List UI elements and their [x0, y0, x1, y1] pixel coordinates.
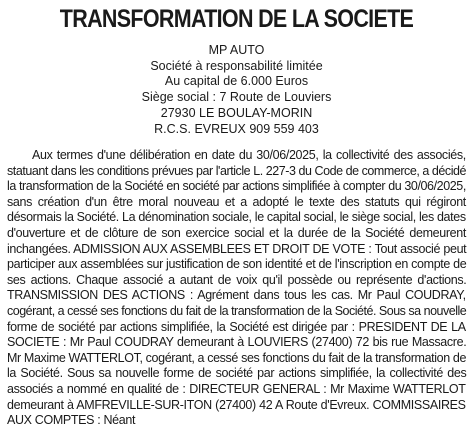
notice-title: TRANSFORMATION DE LA SOCIETE	[59, 5, 414, 33]
body-line: la transformation de la Société en société par actions simplifiée à compter du 30/06/2025,	[7, 179, 466, 194]
company-header	[0, 43, 473, 137]
company-address: Siège social : 7 Route de Louviers	[141, 90, 332, 105]
body-line: participer aux assemblées sur justification de son identité et de l'inscription en compte de	[7, 257, 467, 272]
body-line: sans création d'un être moral nouveau et a adopté le texte des statuts qui régiront	[7, 194, 466, 209]
company-legal-form: Société à responsabilité limitée	[150, 58, 323, 73]
body-line: AUX COMPTES : Néant	[7, 413, 136, 428]
company-city: 27930 LE BOULAY-MORIN	[160, 105, 313, 120]
body-line: associés a nommé en qualité de : DIRECTEUR GENERAL : Mr Maxime WATTERLOT	[7, 381, 466, 396]
body-line: désormais la Société. La dénomination sociale, le capital social, le siège social, les dates	[7, 210, 466, 225]
body-line: Mr Maxime WATTERLOT, cogérant, a cessé ses fonctions du fait de la transformation de	[7, 350, 467, 365]
body-line: TRANSMISSION DES ACTIONS : Agrément dans tous les cas. Mr Paul COUDRAY,	[7, 288, 466, 303]
notice-body	[7, 148, 466, 429]
body-line: ses actions. Chaque associé a autant de voix qu'il possède ou représente d'actions.	[7, 272, 467, 287]
body-line: forme de société par actions simplifiée, la Société est dirigée par : PRESIDENT DE LA	[7, 319, 466, 334]
body-line: demeurant à AMFREVILLE-SUR-ITON (27400) 42 A Route d'Evreux. COMMISSAIRES	[7, 397, 466, 412]
company-rcs: R.C.S. EVREUX 909 559 403	[154, 121, 319, 136]
body-line: la Société. Sous sa nouvelle forme de société par actions simplifiée, la collectivité des	[7, 366, 467, 381]
body-line: d'ouverture et de clôture de son exercice social et la durée de la Société demeurent	[7, 225, 466, 240]
body-line: cogérant, a cessé ses fonctions du fait de la transformation de la Société. Sous sa nouvelle	[7, 303, 467, 318]
company-capital: Au capital de 6.000 Euros	[164, 74, 309, 89]
company-name: MP AUTO	[208, 43, 265, 57]
body-line: statuant dans les conditions prévues par l'article L. 227-3 du Code de commerce, a décidé	[7, 163, 467, 178]
body-line: inchangées. ADMISSION AUX ASSEMBLEES ET DROIT DE VOTE : Tout associé peut	[7, 241, 467, 256]
body-line: SOCIETE : Mr Paul COUDRAY demeurant à LOUVIERS (27400) 72 bis rue Massacre.	[7, 335, 467, 350]
body-line: Aux termes d'une délibération en date du 30/06/2025, la collectivité des associés,	[32, 148, 466, 162]
